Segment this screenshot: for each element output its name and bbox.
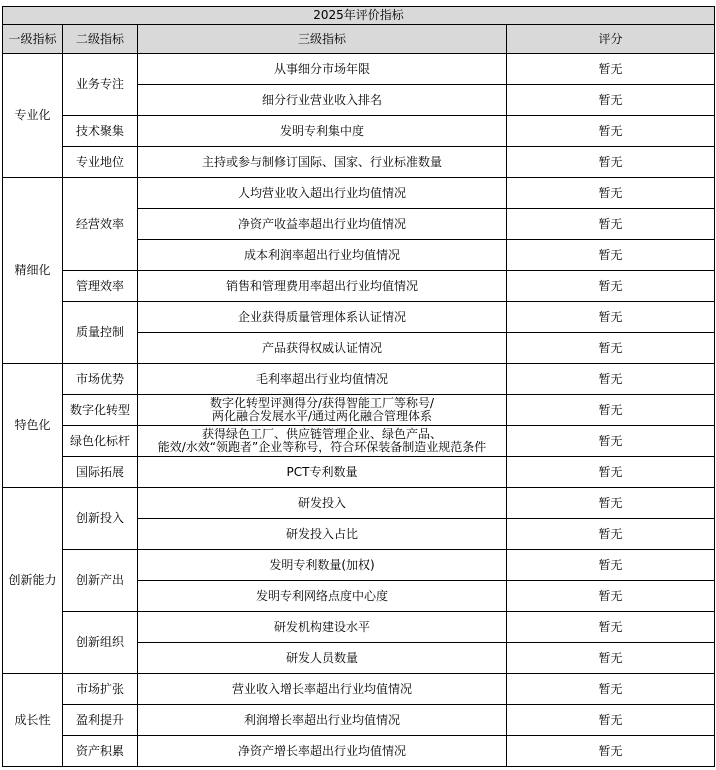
score-cell: 暂无 [507,550,715,581]
level2-cell: 盈利提升 [63,705,138,736]
score-cell: 暂无 [507,302,715,333]
level3-cell: 毛利率超出行业均值情况 [138,364,507,395]
level1-cell: 创新能力 [3,488,63,674]
table-row [3,178,715,209]
level3-cell: 人均营业收入超出行业均值情况 [138,178,507,209]
table-row [3,302,715,333]
table-row [3,364,715,395]
level1-cell: 成长性 [3,674,63,767]
score-cell: 暂无 [507,364,715,395]
score-cell: 暂无 [507,54,715,85]
level2-cell: 经营效率 [63,178,138,271]
score-cell: 暂无 [507,426,715,457]
header-score: 评分 [507,25,715,54]
score-cell: 暂无 [507,736,715,767]
level3-cell: 主持或参与制修订国际、国家、行业标准数量 [138,147,507,178]
level2-cell: 绿色化标杆 [63,426,138,457]
level1-cell: 专业化 [3,54,63,178]
score-cell: 暂无 [507,85,715,116]
level3-cell: 销售和管理费用率超出行业均值情况 [138,271,507,302]
table-title: 2025年评价指标 [3,7,715,25]
level3-cell: 企业获得质量管理体系认证情况 [138,302,507,333]
score-cell: 暂无 [507,147,715,178]
level1-cell: 特色化 [3,364,63,488]
score-cell: 暂无 [507,643,715,674]
level2-cell: 国际拓展 [63,457,138,488]
level3-cell: 研发机构建设水平 [138,612,507,643]
score-cell: 暂无 [507,395,715,426]
table-row [3,147,715,178]
level2-cell: 创新投入 [63,488,138,550]
score-cell: 暂无 [507,581,715,612]
level2-cell: 质量控制 [63,302,138,364]
level3-line: 两化融合发展水平/通过两化融合管理体系 [211,409,433,423]
level2-cell: 创新组织 [63,612,138,674]
score-cell: 暂无 [507,612,715,643]
level3-cell [138,426,507,457]
level3-cell: 产品获得权威认证情况 [138,333,507,364]
level3-cell: 净资产增长率超出行业均值情况 [138,736,507,767]
level3-cell: 利润增长率超出行业均值情况 [138,705,507,736]
score-cell: 暂无 [507,240,715,271]
table-row [3,612,715,643]
level1-cell: 精细化 [3,178,63,364]
level2-cell: 市场优势 [63,364,138,395]
score-cell: 暂无 [507,271,715,302]
score-cell: 暂无 [507,674,715,705]
level3-cell: 发明专利集中度 [138,116,507,147]
table-row [3,395,715,426]
level2-cell: 资产积累 [63,736,138,767]
score-cell: 暂无 [507,457,715,488]
level2-cell: 管理效率 [63,271,138,302]
score-cell: 暂无 [507,209,715,240]
level3-cell: 成本利润率超出行业均值情况 [138,240,507,271]
level3-cell: 研发投入 [138,488,507,519]
level2-cell: 业务专注 [63,54,138,116]
header-level3: 三级指标 [138,25,507,54]
header-level2: 二级指标 [63,25,138,54]
table-row [3,736,715,767]
level2-cell: 创新产出 [63,550,138,612]
score-cell: 暂无 [507,519,715,550]
table-row [3,54,715,85]
table-row [3,271,715,302]
score-cell: 暂无 [507,705,715,736]
score-cell: 暂无 [507,333,715,364]
level3-cell: 研发投入占比 [138,519,507,550]
level3-cell: 细分行业营业收入排名 [138,85,507,116]
level2-cell: 技术聚集 [63,116,138,147]
table-row [3,705,715,736]
level2-cell: 专业地位 [63,147,138,178]
level3-cell: 发明专利网络点度中心度 [138,581,507,612]
level3-line: 数字化转型评测得分/获得智能工厂等称号/ [209,396,435,410]
level3-line: 能效/水效“领跑者”企业等称号，符合环保装备制造业规范条件 [157,440,487,454]
title-row [3,7,715,25]
score-cell: 暂无 [507,488,715,519]
table-row [3,116,715,147]
score-cell: 暂无 [507,178,715,209]
level2-cell: 市场扩张 [63,674,138,705]
table-row [3,457,715,488]
table-row [3,674,715,705]
table-row [3,550,715,581]
level3-cell: 从事细分市场年限 [138,54,507,85]
level3-cell: 发明专利数量(加权) [138,550,507,581]
table-row [3,488,715,519]
level2-cell: 数字化转型 [63,395,138,426]
header-row [3,25,715,54]
level3-line: 获得绿色工厂、供应链管理企业、绿色产品、 [201,427,442,441]
level3-cell: PCT专利数量 [138,457,507,488]
table-row [3,426,715,457]
evaluation-table [2,6,715,767]
level3-cell: 营业收入增长率超出行业均值情况 [138,674,507,705]
header-level1: 一级指标 [3,25,63,54]
score-cell: 暂无 [507,116,715,147]
level3-cell: 净资产收益率超出行业均值情况 [138,209,507,240]
level3-cell: 研发人员数量 [138,643,507,674]
level3-cell [138,395,507,426]
